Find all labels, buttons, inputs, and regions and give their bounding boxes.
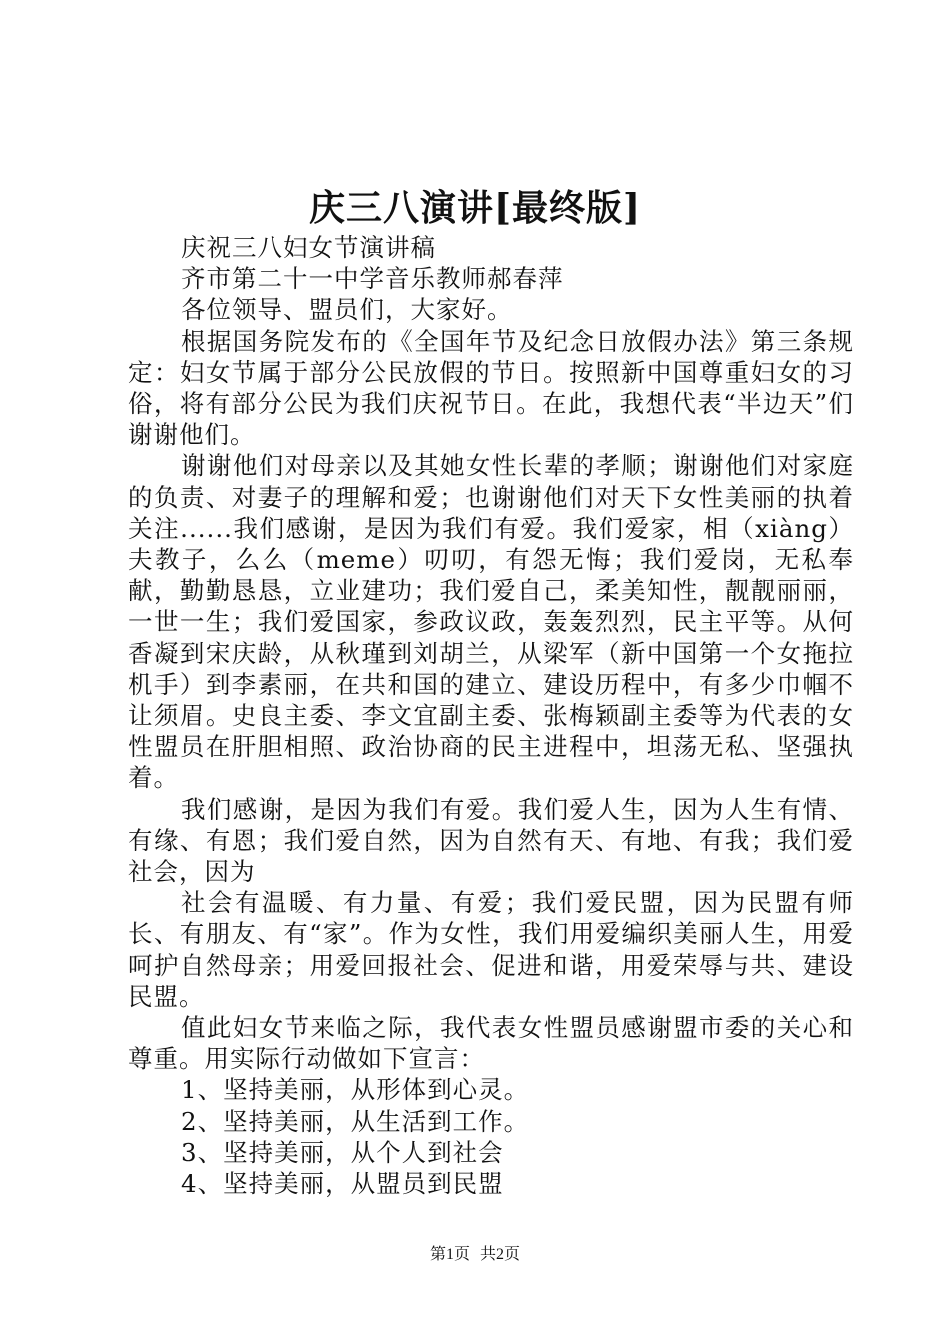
list-item: 2、坚持美丽，从生活到工作。 — [181, 1106, 530, 1136]
document-title: 庆三八演讲[最终版] — [308, 187, 642, 229]
page-footer — [0, 1244, 950, 1266]
paragraph: 庆祝三八妇女节演讲稿 — [181, 233, 436, 262]
document-body — [128, 232, 854, 1199]
paragraph: 社会有温暖、有力量、有爱；我们爱民盟，因为民盟有师长、有朋友、有“家”。作为女性，我们用爱编织美丽人生，用爱呵护自然母亲；用爱回报社会、促进和谐，用爱荣辱与共、建设民盟。 — [128, 888, 854, 1011]
page-total: 共2页 — [480, 1246, 521, 1263]
paragraph: 根据国务院发布的《全国年节及纪念日放假办法》第三条规定：妇女节属于部分公民放假的节日。按照新中国尊重妇女的习俗，将有部分公民为我们庆祝节日。在此，我想代表“半边天”们谢谢他们。 — [128, 326, 854, 450]
list-item: 1、坚持美丽，从形体到心灵。 — [181, 1075, 530, 1105]
paragraph: 值此妇女节来临之际，我代表女性盟员感谢盟市委的关心和尊重。用实际行动做如下宣言： — [128, 1013, 854, 1074]
paragraph: 各位领导、盟员们，大家好。 — [181, 295, 513, 325]
paragraph: 谢谢他们对母亲以及其她女性长辈的孝顺；谢谢他们对家庭的负责、对妻子的理解和爱；也谢谢他们对天下女性美丽的执着关注......我们感谢，是因为我们有爱。我们爱家，相（xiàng）夫教子，么么（meme）叨叨，有怨无悔；我们爱岗，无私奉献，勤勤恳恳，立业建功；我们爱自己，柔美知性，靓靓丽丽，一世一生；我们爱国家，参政议政，轰轰烈烈，民主平等。从何香凝到宋庆龄，从秋瑾到刘胡兰，从梁军（新中国第一个女拖拉机手）到李素丽，在共和国的建立、建设历程中，有多少巾帼不让须眉。史良主委、李文宜副主委、张梅颖副主委等为代表的女性盟员在肝胆相照、政治协商的民主进程中，坦荡无私、坚强执着。 — [128, 451, 854, 793]
page-number: 第1页 — [429, 1246, 470, 1263]
list-item: 4、坚持美丽，从盟员到民盟 — [181, 1169, 504, 1199]
paragraph: 齐市第二十一中学音乐教师郝春萍 — [181, 264, 564, 294]
list-item: 3、坚持美丽，从个人到社会 — [181, 1137, 504, 1167]
paragraph: 我们感谢，是因为我们有爱。我们爱人生，因为人生有情、有缘、有恩；我们爱自然，因为自然有天、有地、有我；我们爱社会，因为 — [128, 794, 854, 887]
